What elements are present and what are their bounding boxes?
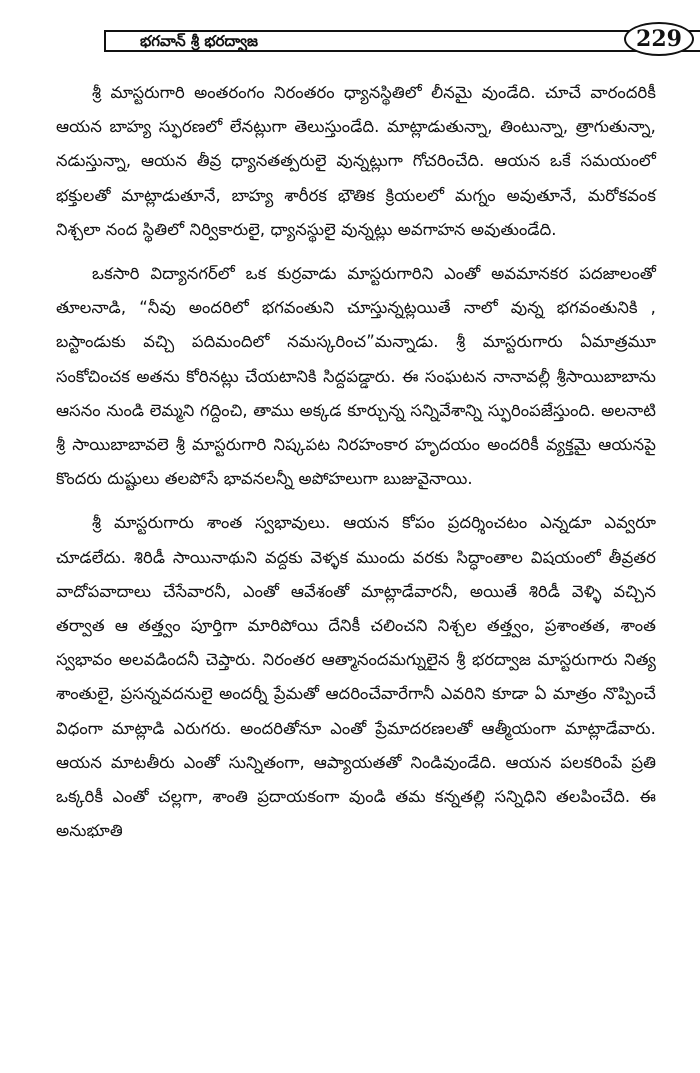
paragraph: ఒకసారి విద్యానగర్‌లో ఒక కుర్రవాడు మాస్టరుగారిని ఎంతో అవమానకర పదజాలంతో తూలనాడి, “నీవు అందరిలో భగవంతుని చూస్తున్నట్లయితే నాలో వున్న భగవంతునికి , బస్టాండుకు వచ్చి పదిమందిలో నమస్కరించ”మన్నాడు. శ్రీ మాస్టరుగారు ఏమాత్రమూ సంకోచించక అతను కోరినట్లు చేయటానికి సిద్దపడ్డారు. ఈ సంఘటన నానావల్లీ శ్రీసాయిబాబాను ఆసనం నుండి లెమ్మని గద్దించి, తాము అక్కడ కూర్చున్న సన్నివేశాన్ని స్ఫురింపజేస్తుంది. అలనాటి శ్రీ సాయిబాబావలె శ్రీ మాస్టరుగారి నిష్కపట నిరహంకార హృదయం అందరికీ వ్యక్తమై ఆయనపై కొందరు దుష్టులు తలపోసే భావనలన్నీ అపోహలుగా బుజువైనాయి. [56, 264, 656, 489]
running-header [56, 0, 682, 56]
paragraph: శ్రీ మాస్టరుగారి అంతరంగం నిరంతరం ధ్యానస్థితిలో లీనమై వుండేది. చూచే వారందరికీ ఆయన బాహ్య స్ఫురణలో లేనట్లుగా తెలుస్తుండేది. మాట్లాడుతున్నా, తింటున్నా, త్రాగుతున్నా, నడుస్తున్నా, ఆయన తీవ్ర ధ్యానతత్పరులై వున్నట్లుగా గోచరించేది. ఆయన ఒకే సమయంలో భక్తులతో మాట్లాడుతూనే, బాహ్య శారీరక భౌతిక క్రియలలో మగ్నం అవుతూనే, మరోకవంక నిశ్చలా నంద స్థితిలో నిర్వికారులై, ధ్యానస్థులై వున్నట్లు అవగాహన అవుతుండేది. [56, 83, 656, 239]
book-title: భగవాన్ శ్రీ భరద్వాజ [140, 32, 258, 50]
body-text [56, 76, 656, 858]
page-number: 229 [636, 26, 682, 52]
paragraph: శ్రీ మాస్టరుగారు శాంత స్వభావులు. ఆయన కోపం ప్రదర్శించటం ఎన్నడూ ఎవ్వరూ చూడలేదు. శిరిడీ సాయినాథుని వద్దకు వెళ్ళక ముందు వరకు సిద్ధాంతాల విషయంలో తీవ్రతర వాదోపవాదాలు చేసేవారనీ, ఎంతో ఆవేశంతో మాట్లాడేవారనీ, అయితే శిరిడీ వెళ్ళి వచ్చిన తర్వాత ఆ తత్త్వం పూర్తిగా మారిపోయి దేనికీ చలించని నిశ్చల తత్త్వం, ప్రశాంతత, శాంత స్వభావం అలవడిందనీ చెప్తారు. నిరంతర ఆత్మానందమగ్నులైన శ్రీ భరద్వాజ మాస్టరుగారు నిత్య శాంతులై, ప్రసన్నవదనులై అందర్నీ ప్రేమతో ఆదరించేవారేగానీ ఎవరిని కూడా ఏ మాత్రం నొప్పించే విధంగా మాట్లాడి ఎరుగరు. అందరితోనూ ఎంతో ప్రేమాదరణలతో ఆత్మీయంగా మాట్లాడేవారు. ఆయన మాటతీరు ఎంతో సున్నితంగా, ఆప్యాయతతో నిండివుండేది. ఆయన పలకరింపే ప్రతి ఒక్కరికీ ఎంతో చల్లగా, శాంతి ప్రదాయకంగా వుండి తమ కన్నతల్లి సన్నిధిని తలపించేది. ఈ అనుభూతి [56, 513, 656, 841]
page-number-oval [624, 22, 694, 56]
